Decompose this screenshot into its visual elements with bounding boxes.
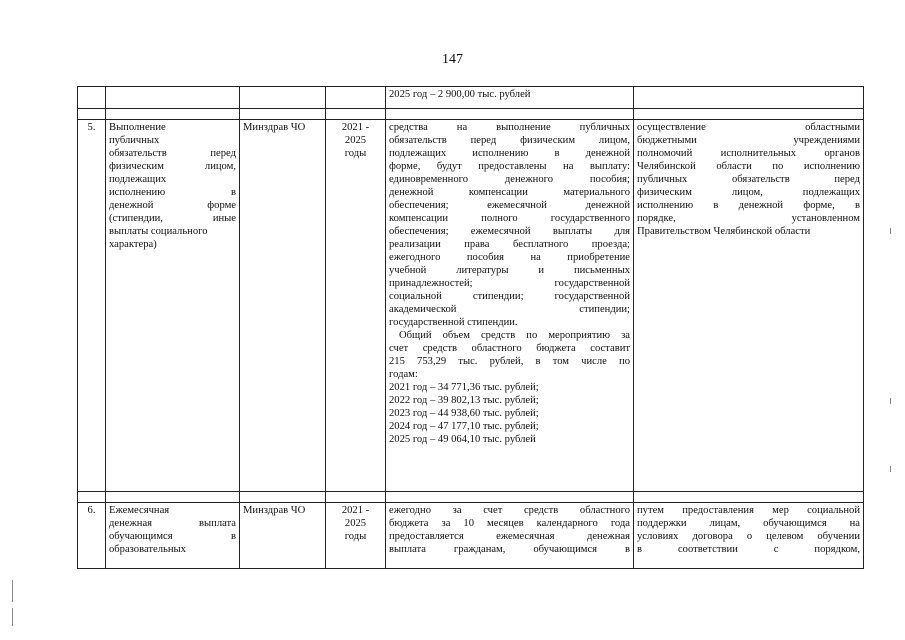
- description-line: учебной литературы и письменных: [389, 265, 630, 276]
- name-line: обязательств перед: [109, 148, 236, 159]
- description-line: академической стипендии;: [389, 304, 630, 315]
- cell-period: [326, 503, 386, 569]
- name-line: Выполнение: [109, 122, 166, 133]
- name-line: исполнению в: [109, 187, 236, 198]
- table-row: [78, 87, 864, 109]
- cell-executor: [240, 87, 326, 109]
- name-line: денежная выплата: [109, 518, 236, 529]
- row-number: 6.: [78, 503, 106, 569]
- mechanism-line: поддержки лицам, обучающимся на: [637, 518, 860, 529]
- period-line: годы: [344, 148, 367, 159]
- description-line: счет средств областного бюджета составит: [389, 343, 630, 354]
- description-line: ежегодного пособия на приобретение: [389, 252, 630, 263]
- scan-margin-mark: [12, 608, 13, 626]
- description-line: подлежащих исполнению в денежной: [389, 148, 630, 159]
- name-line: образовательных: [109, 544, 186, 555]
- row-number: 5.: [78, 120, 106, 492]
- page-number: 147: [442, 52, 463, 67]
- scan-margin-mark: [890, 466, 891, 472]
- cell-name: [106, 87, 240, 109]
- name-line: обучающимся в: [109, 531, 236, 542]
- description-line: Общий объем средств по мероприятию за: [399, 330, 630, 341]
- table-row: [78, 120, 864, 492]
- name-line: (стипендии, иные: [109, 213, 236, 224]
- mechanism-line: бюджетными учреждениями: [637, 135, 860, 146]
- spacer-row: [78, 109, 864, 120]
- description-line: средства на выполнение публичных: [389, 122, 630, 133]
- cell-description: [386, 120, 634, 492]
- description-line: бюджета за 10 месяцев календарного года: [389, 518, 630, 529]
- description-line: денежной компенсации материального: [389, 187, 630, 198]
- mechanism-line: Правительством Челябинской области: [637, 226, 811, 237]
- description-line: ежегодно за счет средств областного: [389, 505, 630, 516]
- scan-margin-mark: [890, 398, 891, 404]
- description-line: предоставляется ежемесячная денежная: [389, 531, 630, 542]
- cell-mechanism: [634, 120, 864, 492]
- year-amount: 2021 год – 34 771,36 тыс. рублей;: [389, 382, 539, 393]
- name-line: характера): [109, 239, 157, 250]
- year-amount: 2024 год – 47 177,10 тыс. рублей;: [389, 421, 539, 432]
- program-table: [77, 86, 864, 569]
- period-line: 2025: [344, 518, 367, 529]
- mechanism-line: порядке, установленном: [637, 213, 860, 224]
- cell-mechanism: [634, 87, 864, 109]
- name-line: денежной форме: [109, 200, 236, 211]
- mechanism-line: публичных обязательств перед: [637, 174, 860, 185]
- description-line: обеспечения; ежемесячной выплаты для: [389, 226, 630, 237]
- description-line: государственной стипендии.: [389, 317, 518, 328]
- mechanism-line: в соответствии с порядком,: [637, 544, 860, 555]
- description-line: обязательств перед физическим лицом,: [389, 135, 630, 146]
- year-amount: 2025 год – 2 900,00 тыс. рублей: [389, 89, 531, 100]
- cell-name: [106, 120, 240, 492]
- cell-description: [386, 87, 634, 109]
- scan-margin-mark: [890, 228, 891, 234]
- cell-description: [386, 503, 634, 569]
- description-line: принадлежностей; государственной: [389, 278, 630, 289]
- description-line: компенсации полного государственного: [389, 213, 630, 224]
- period-line: годы: [344, 531, 367, 542]
- period-line: 2025: [344, 135, 367, 146]
- year-amount: 2022 год – 39 802,13 тыс. рублей;: [389, 395, 539, 406]
- name-line: Ежемесячная: [109, 505, 170, 516]
- spacer-row: [78, 492, 864, 503]
- period-line: 2021 -: [341, 122, 370, 133]
- table-row: [78, 503, 864, 569]
- description-line: выплата гражданам, обучающимся в: [389, 544, 630, 555]
- name-line: физическим лицом,: [109, 161, 236, 172]
- executor: Минздрав ЧО: [240, 120, 326, 492]
- mechanism-line: физическим лицом, подлежащих: [637, 187, 860, 198]
- mechanism-line: полномочий исполнительных органов: [637, 148, 860, 159]
- mechanism-line: осуществление областными: [637, 122, 860, 133]
- name-line: выплаты социального: [109, 226, 208, 237]
- scan-margin-mark: [12, 580, 13, 602]
- description-line: реализации права бесплатного проезда;: [389, 239, 630, 250]
- description-line: форме, будут предоставлены на выплату:: [389, 161, 630, 172]
- cell-period: [326, 120, 386, 492]
- cell-period: [326, 87, 386, 109]
- name-line: публичных: [109, 135, 160, 146]
- description-line: обеспечения; ежемесячной денежной: [389, 200, 630, 211]
- mechanism-line: условиях договора о целевом обучении: [637, 531, 860, 542]
- description-line: 215 753,29 тыс. рублей, в том числе по: [389, 356, 630, 367]
- cell-name: [106, 503, 240, 569]
- description-line: социальной стипендии; государственной: [389, 291, 630, 302]
- mechanism-line: исполнению в денежной форме, в: [637, 200, 860, 211]
- year-amount: 2023 год – 44 938,60 тыс. рублей;: [389, 408, 539, 419]
- name-line: подлежащих: [109, 174, 167, 185]
- cell-mechanism: [634, 503, 864, 569]
- period-line: 2021 -: [341, 505, 370, 516]
- description-line: годам:: [389, 369, 418, 380]
- year-amount: 2025 год – 49 064,10 тыс. рублей: [389, 434, 536, 445]
- mechanism-line: Челябинской области по исполнению: [637, 161, 860, 172]
- description-line: единовременного денежного пособия;: [389, 174, 630, 185]
- mechanism-line: путем предоставления мер социальной: [637, 505, 860, 516]
- cell-num: [78, 87, 106, 109]
- executor: Минздрав ЧО: [240, 503, 326, 569]
